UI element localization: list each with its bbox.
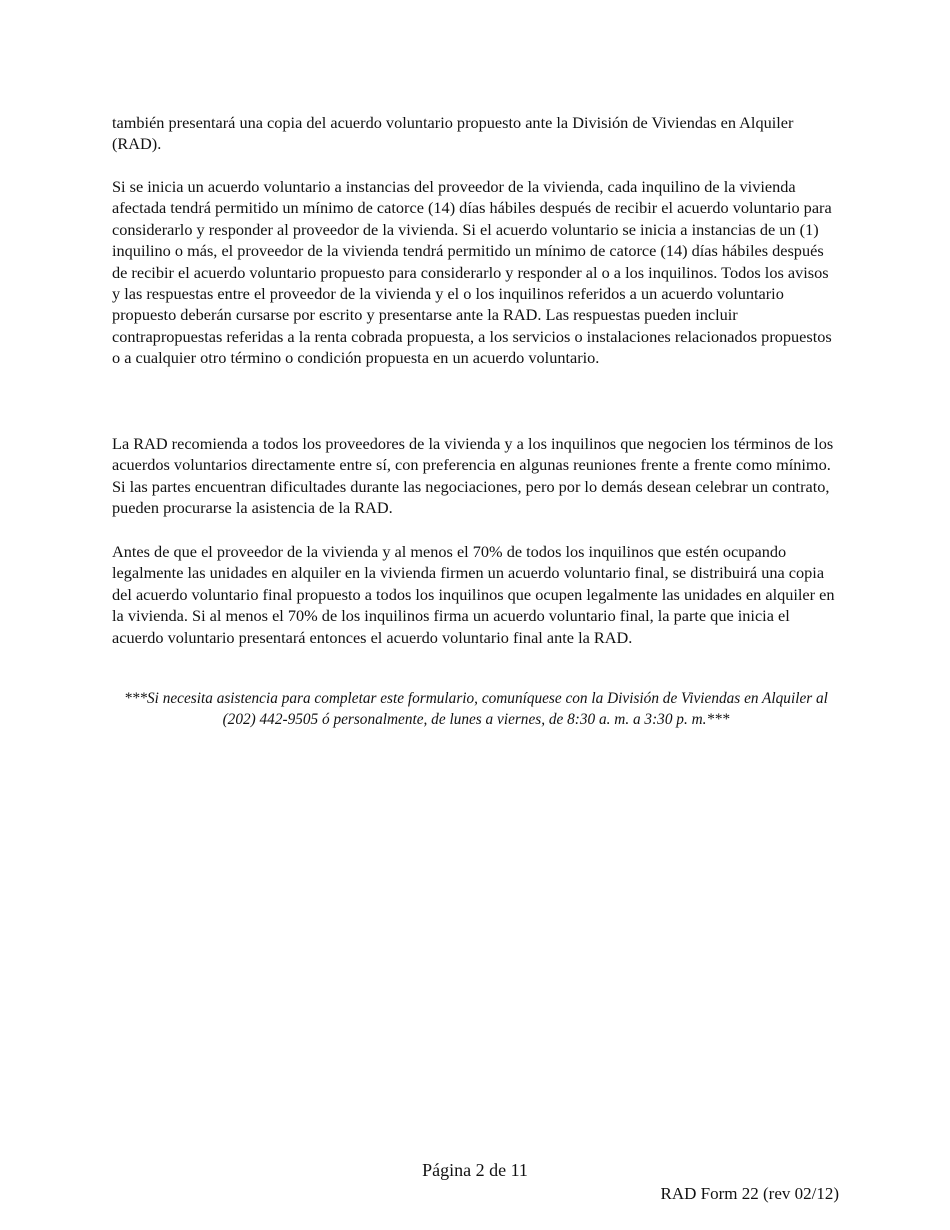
paragraph-final-agreement: Antes de que el proveedor de la vivienda y al menos el 70% de todos los inquilinos que estén ocupando legalmente las unidades en alquiler en la vivienda firmen un acuerdo voluntario final, se distribuirá una copia del acuerdo voluntario final propuesto a todos los inquilinos que ocupen legalmente las unidades en alquiler en la vivienda. Si al menos el 70% de los inquilinos firma un acuerdo voluntario final, la parte que inicia el acuerdo voluntario presentará entonces el acuerdo voluntario final ante la RAD. [112, 542, 835, 647]
paragraph-response-period: Si se inicia un acuerdo voluntario a instancias del proveedor de la vivienda, cada inquilino de la vivienda afectada tendrá permitido un mínimo de catorce (14) días hábiles después de recibir el acuerdo voluntario para considerarlo y responder al proveedor de la vivienda. Si el acuerdo voluntario se inicia a instancias de un (1) inquilino o más, el proveedor de la vivienda tendrá permitido un mínimo de catorce (14) días hábiles después de recibir el acuerdo voluntario propuesto para considerarlo y responder al o a los inquilinos. Todos los avisos y las respuestas entre el proveedor de la vivienda y el o los inquilinos referidos a un acuerdo voluntario propuesto deberán cursarse por escrito y presentarse ante la RAD. Las respuestas pueden incluir contrapropuestas referidas a la renta cobrada propuesta, a los servicios o instalaciones relacionados propuestos o a cualquier otro término o condición propuesta en un acuerdo voluntario. [112, 177, 832, 368]
paragraph-rad-filing: también presentará una copia del acuerdo voluntario propuesto ante la División de Viviendas en Alquiler (RAD). [112, 113, 794, 154]
paragraph-negotiation-recommendation: La RAD recomienda a todos los proveedores de la vivienda y a los inquilinos que negocien los términos de los acuerdos voluntarios directamente entre sí, con preferencia en algunas reuniones frente a frente como mínimo. Si las partes encuentran dificultades durante las negociaciones, pero por lo demás desean celebrar un contrato, pueden procurarse la asistencia de la RAD. [112, 434, 834, 518]
form-identifier: RAD Form 22 (rev 02/12) [660, 1184, 839, 1203]
assistance-note: ***Si necesita asistencia para completar este formulario, comuníquese con la División de Viviendas en Alquiler al (202) 442-9505 ó personalmente, de lunes a viernes, de 8:30 a. m. a 3:30 p. m.*** [124, 690, 828, 728]
page-number: Página 2 de 11 [422, 1160, 528, 1180]
